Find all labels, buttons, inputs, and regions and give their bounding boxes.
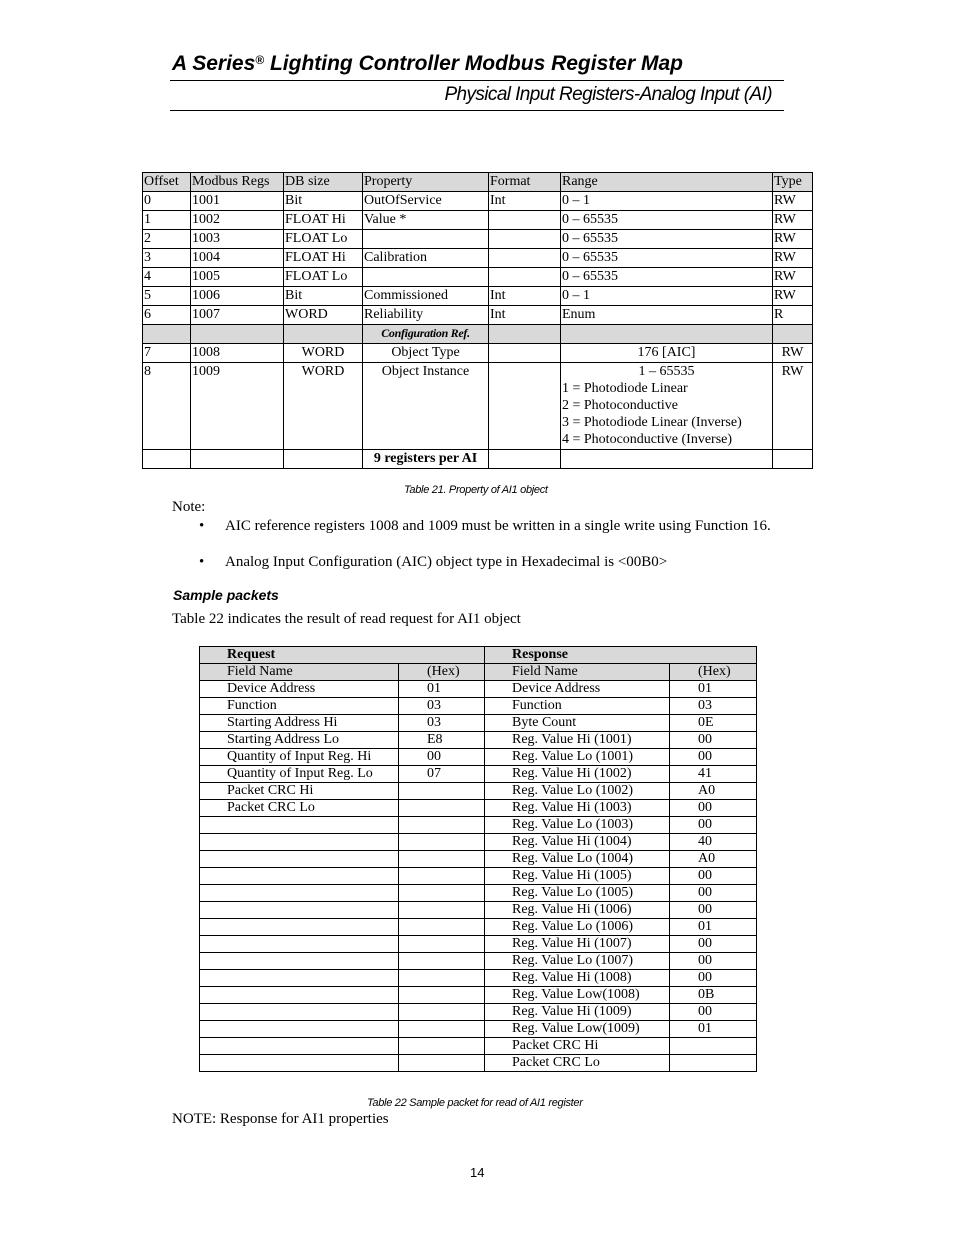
note-bullet: Analog Input Configuration (AIC) object type in Hexadecimal is <00B0> bbox=[225, 554, 668, 570]
table-cell: Packet CRC Hi bbox=[485, 1038, 670, 1055]
table-cell: 0 – 65535 bbox=[561, 211, 773, 230]
table-cell: 00 bbox=[670, 953, 757, 970]
table-cell: 6 bbox=[143, 306, 191, 325]
table-cell bbox=[200, 970, 399, 987]
packet-rows bbox=[200, 681, 757, 1072]
table-cell bbox=[399, 970, 485, 987]
intro-text: Table 22 indicates the result of read request for AI1 object bbox=[172, 611, 521, 627]
header-cell: Format bbox=[489, 173, 561, 192]
table-cell bbox=[670, 1055, 757, 1072]
table-cell bbox=[399, 817, 485, 834]
table-cell: 01 bbox=[670, 681, 757, 698]
table-row bbox=[143, 192, 813, 211]
table-cell: 00 bbox=[670, 732, 757, 749]
table-row bbox=[200, 1055, 757, 1072]
table-cell bbox=[200, 868, 399, 885]
table-cell bbox=[200, 885, 399, 902]
header-cell: Property bbox=[363, 173, 489, 192]
table-cell: Device Address bbox=[200, 681, 399, 698]
bullet-icon: • bbox=[199, 518, 205, 534]
table-cell: 0 – 65535 bbox=[561, 249, 773, 268]
table-cell bbox=[200, 1021, 399, 1038]
table-cell: 00 bbox=[670, 1004, 757, 1021]
table-cell: Reg. Value Lo (1006) bbox=[485, 919, 670, 936]
table-cell: Starting Address Lo bbox=[200, 732, 399, 749]
table-cell bbox=[399, 936, 485, 953]
table-cell: Byte Count bbox=[485, 715, 670, 732]
table-cell: 1001 bbox=[191, 192, 284, 211]
table-row bbox=[200, 970, 757, 987]
table-cell: OutOfService bbox=[363, 192, 489, 211]
table-cell bbox=[399, 800, 485, 817]
table-cell: Reg. Value Low(1009) bbox=[485, 1021, 670, 1038]
table-cell bbox=[200, 902, 399, 919]
table-cell: Reg. Value Lo (1007) bbox=[485, 953, 670, 970]
table-cell: RW bbox=[773, 268, 813, 287]
table-cell: 00 bbox=[670, 936, 757, 953]
table-cell bbox=[670, 1038, 757, 1055]
table-cell: 0 – 1 bbox=[561, 192, 773, 211]
table-cell: 1007 bbox=[191, 306, 284, 325]
config-ref-label: Configuration Ref. bbox=[363, 325, 489, 344]
header-cell: Range bbox=[561, 173, 773, 192]
bullet-icon: • bbox=[199, 554, 205, 570]
registered-mark: ® bbox=[255, 53, 265, 67]
table-cell: 03 bbox=[399, 698, 485, 715]
table-cell: Reg. Value Lo (1002) bbox=[485, 783, 670, 800]
table-cell: FLOAT Hi bbox=[284, 249, 363, 268]
table-cell bbox=[200, 1055, 399, 1072]
table-cell: Calibration bbox=[363, 249, 489, 268]
table-row bbox=[200, 749, 757, 766]
table-cell: Device Address bbox=[485, 681, 670, 698]
note-bullet: AIC reference registers 1008 and 1009 must be written in a single write using Function 16. bbox=[225, 518, 771, 534]
table-cell: 2 bbox=[143, 230, 191, 249]
table-cell: Packet CRC Lo bbox=[485, 1055, 670, 1072]
table-cell bbox=[399, 902, 485, 919]
table-row bbox=[200, 936, 757, 953]
table-cell: 0 bbox=[143, 192, 191, 211]
table-cell: 00 bbox=[670, 868, 757, 885]
table-cell: 00 bbox=[399, 749, 485, 766]
table-cell: R bbox=[773, 306, 813, 325]
table-cell bbox=[363, 268, 489, 287]
table-cell: 0B bbox=[670, 987, 757, 1004]
subtitle-rule bbox=[170, 110, 784, 111]
table-cell: 01 bbox=[399, 681, 485, 698]
table-cell bbox=[200, 851, 399, 868]
table-cell: FLOAT Lo bbox=[284, 268, 363, 287]
table-cell: Reg. Value Hi (1005) bbox=[485, 868, 670, 885]
table-header-row bbox=[200, 647, 757, 664]
table-cell: RW bbox=[773, 249, 813, 268]
header-cell: Modbus Regs bbox=[191, 173, 284, 192]
table-cell: 00 bbox=[670, 800, 757, 817]
table-cell: Reg. Value Hi (1009) bbox=[485, 1004, 670, 1021]
table-cell: 01 bbox=[670, 1021, 757, 1038]
table-cell: Reg. Value Lo (1001) bbox=[485, 749, 670, 766]
sample-packet-table bbox=[199, 646, 757, 1072]
table-cell: Reg. Value Hi (1007) bbox=[485, 936, 670, 953]
table-cell: 00 bbox=[670, 817, 757, 834]
title-rule bbox=[170, 80, 784, 81]
header-cell: Type bbox=[773, 173, 813, 192]
table-cell: Quantity of Input Reg. Lo bbox=[200, 766, 399, 783]
table-cell: Value * bbox=[363, 211, 489, 230]
table-cell: RW bbox=[773, 287, 813, 306]
table-cell: Int bbox=[489, 306, 561, 325]
table-row bbox=[143, 306, 813, 325]
table-cell: Reg. Value Low(1008) bbox=[485, 987, 670, 1004]
table-cell: 1006 bbox=[191, 287, 284, 306]
table-cell: Quantity of Input Reg. Hi bbox=[200, 749, 399, 766]
table-cell: 0 – 1 bbox=[561, 287, 773, 306]
table-row bbox=[200, 732, 757, 749]
table-cell: Reg. Value Hi (1008) bbox=[485, 970, 670, 987]
table-cell bbox=[399, 987, 485, 1004]
table-cell: 00 bbox=[670, 885, 757, 902]
property-table bbox=[142, 172, 813, 469]
table-cell: Reg. Value Lo (1005) bbox=[485, 885, 670, 902]
header-cell: Offset bbox=[143, 173, 191, 192]
table-cell: 1005 bbox=[191, 268, 284, 287]
table-cell bbox=[399, 953, 485, 970]
table-cell: Bit bbox=[284, 287, 363, 306]
table-cell: Reg. Value Lo (1003) bbox=[485, 817, 670, 834]
table-cell bbox=[399, 834, 485, 851]
table-cell: Reg. Value Hi (1006) bbox=[485, 902, 670, 919]
footer-note: NOTE: Response for AI1 properties bbox=[172, 1111, 389, 1127]
table21-caption: Table 21. Property of AI1 object bbox=[404, 484, 548, 496]
table-cell: Function bbox=[200, 698, 399, 715]
table-row bbox=[143, 230, 813, 249]
table-cell bbox=[200, 834, 399, 851]
table-cell: Reg. Value Hi (1001) bbox=[485, 732, 670, 749]
table-cell: Int bbox=[489, 192, 561, 211]
table-row bbox=[200, 868, 757, 885]
table-row bbox=[200, 698, 757, 715]
note-label: Note: bbox=[172, 499, 206, 515]
table-subheader-row: Field Name (Hex) Field Name (Hex) bbox=[200, 664, 757, 681]
table-row bbox=[200, 681, 757, 698]
table-cell: Packet CRC Hi bbox=[200, 783, 399, 800]
table-cell: Reliability bbox=[363, 306, 489, 325]
table-cell: RW bbox=[773, 211, 813, 230]
table-row bbox=[200, 902, 757, 919]
table-row bbox=[200, 715, 757, 732]
table-row bbox=[200, 919, 757, 936]
table-cell: Int bbox=[489, 287, 561, 306]
table-cell: 0 – 65535 bbox=[561, 230, 773, 249]
table-row: 8 1009 WORD Object Instance 1 – 65535 1 = Photodiode Linear 2 = Photoconductive 3 = Photodiode Linear (Inverse) 4 = Photoconductive (Inverse) RW bbox=[143, 363, 813, 450]
registers-count: 9 registers per AI bbox=[363, 450, 489, 469]
table-cell: 1 bbox=[143, 211, 191, 230]
table-cell bbox=[399, 885, 485, 902]
table-cell bbox=[363, 230, 489, 249]
property-rows bbox=[143, 192, 813, 325]
table-cell bbox=[399, 1038, 485, 1055]
table-cell: A0 bbox=[670, 783, 757, 800]
table-cell bbox=[200, 936, 399, 953]
table-row bbox=[143, 287, 813, 306]
table-cell: Packet CRC Lo bbox=[200, 800, 399, 817]
table-cell: Bit bbox=[284, 192, 363, 211]
response-header: Response bbox=[485, 647, 670, 664]
table-cell: Commissioned bbox=[363, 287, 489, 306]
table-cell bbox=[489, 211, 561, 230]
table-cell bbox=[399, 1004, 485, 1021]
table-cell: 1003 bbox=[191, 230, 284, 249]
table-cell bbox=[200, 919, 399, 936]
table-cell: FLOAT Lo bbox=[284, 230, 363, 249]
table-cell: Starting Address Hi bbox=[200, 715, 399, 732]
table-row bbox=[143, 211, 813, 230]
table-cell bbox=[200, 953, 399, 970]
table-cell: Reg. Value Hi (1003) bbox=[485, 800, 670, 817]
table-cell bbox=[489, 249, 561, 268]
table-row bbox=[143, 268, 813, 287]
table-cell bbox=[399, 851, 485, 868]
table-cell bbox=[200, 1004, 399, 1021]
table-cell: Enum bbox=[561, 306, 773, 325]
table-cell bbox=[399, 868, 485, 885]
table-row bbox=[200, 1004, 757, 1021]
table-cell: Reg. Value Hi (1002) bbox=[485, 766, 670, 783]
table-row bbox=[200, 817, 757, 834]
table-row bbox=[200, 783, 757, 800]
table-cell: A0 bbox=[670, 851, 757, 868]
table-cell: 40 bbox=[670, 834, 757, 851]
table-cell: 5 bbox=[143, 287, 191, 306]
table-row bbox=[200, 953, 757, 970]
table-cell bbox=[399, 1055, 485, 1072]
page-subtitle: Physical Input Registers-Analog Input (AI) bbox=[444, 84, 772, 105]
table-cell bbox=[489, 230, 561, 249]
table-cell: E8 bbox=[399, 732, 485, 749]
table-cell: 0E bbox=[670, 715, 757, 732]
table-cell: 03 bbox=[399, 715, 485, 732]
table-cell: 00 bbox=[670, 749, 757, 766]
table-cell: 01 bbox=[670, 919, 757, 936]
table-cell: 03 bbox=[670, 698, 757, 715]
table-cell: FLOAT Hi bbox=[284, 211, 363, 230]
table-cell bbox=[489, 268, 561, 287]
page-title: A Series® Lighting Controller Modbus Register Map bbox=[172, 52, 683, 75]
table-cell bbox=[200, 817, 399, 834]
header-cell: DB size bbox=[284, 173, 363, 192]
table-cell bbox=[200, 987, 399, 1004]
table-cell: WORD bbox=[284, 306, 363, 325]
table-cell: 00 bbox=[670, 902, 757, 919]
table-cell: 0 – 65535 bbox=[561, 268, 773, 287]
table-cell: 07 bbox=[399, 766, 485, 783]
table-footer-row bbox=[143, 450, 813, 469]
table-cell: 3 bbox=[143, 249, 191, 268]
table-cell: RW bbox=[773, 192, 813, 211]
table-cell: Reg. Value Lo (1004) bbox=[485, 851, 670, 868]
table-row: 7 1008 WORD Object Type 176 [AIC] RW bbox=[143, 344, 813, 363]
table-cell bbox=[399, 1021, 485, 1038]
table-cell: 00 bbox=[670, 970, 757, 987]
table-cell bbox=[200, 1038, 399, 1055]
table-row bbox=[200, 851, 757, 868]
page-number: 14 bbox=[470, 1165, 485, 1180]
table-row bbox=[200, 1038, 757, 1055]
table-cell: 1004 bbox=[191, 249, 284, 268]
table-row bbox=[200, 1021, 757, 1038]
table-row bbox=[143, 249, 813, 268]
table-row bbox=[200, 987, 757, 1004]
table-row bbox=[200, 885, 757, 902]
object-instance-range: 1 – 65535 1 = Photodiode Linear 2 = Photoconductive 3 = Photodiode Linear (Inverse) 4 = Photoconductive (Inverse) bbox=[561, 363, 773, 450]
table-cell: 41 bbox=[670, 766, 757, 783]
table-row bbox=[200, 766, 757, 783]
table-cell: 1002 bbox=[191, 211, 284, 230]
table-cell: 4 bbox=[143, 268, 191, 287]
table-header-row bbox=[143, 173, 813, 192]
table-cell: RW bbox=[773, 230, 813, 249]
request-header: Request bbox=[200, 647, 399, 664]
config-ref-row bbox=[143, 325, 813, 344]
table22-caption: Table 22 Sample packet for read of AI1 register bbox=[367, 1097, 583, 1109]
table-cell: Function bbox=[485, 698, 670, 715]
table-cell bbox=[399, 783, 485, 800]
table-cell: Reg. Value Hi (1004) bbox=[485, 834, 670, 851]
table-row bbox=[200, 834, 757, 851]
section-heading: Sample packets bbox=[173, 587, 279, 603]
table-cell bbox=[399, 919, 485, 936]
table-row bbox=[200, 800, 757, 817]
